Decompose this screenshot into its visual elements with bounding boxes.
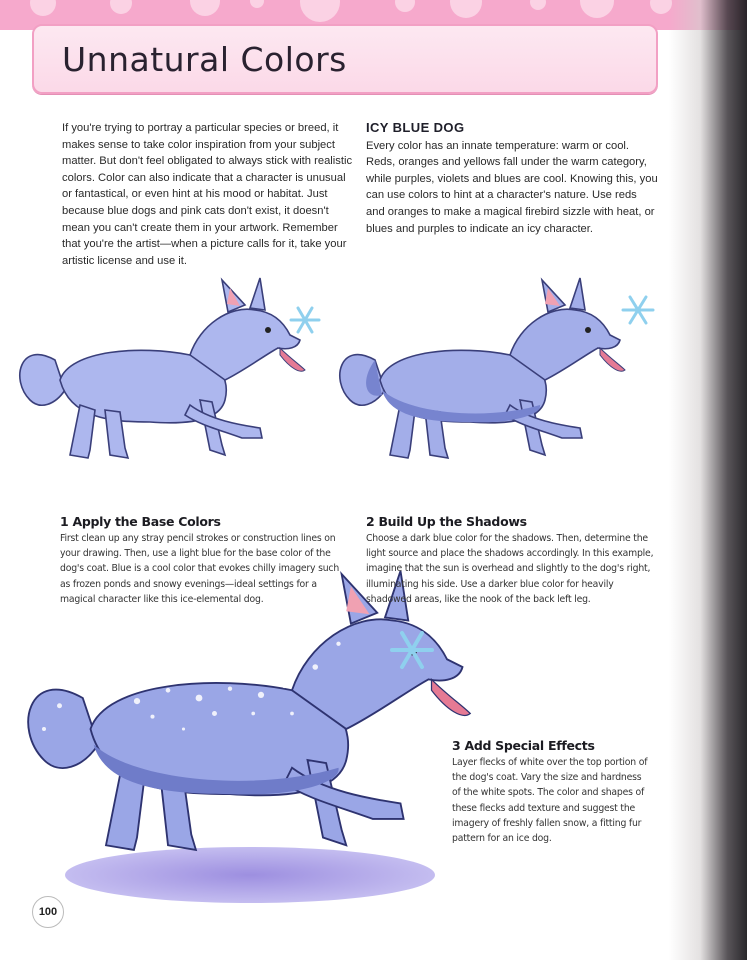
dog-base-colors-image — [20, 278, 305, 458]
page-title: Unnatural Colors — [62, 40, 347, 79]
step-text: First clean up any stray pencil strokes or construction lines on your drawing. Then, use a light blue for the base color of the dog's coat. Blue is a cool color that evokes chilly imagery such as frozen ponds and snowy evenings—ideal settings for a magical character like this ice-elemental dog. — [60, 533, 340, 605]
ground-shadow — [65, 847, 435, 903]
step-base-colors — [60, 514, 350, 607]
page-binding-shadow — [669, 0, 747, 960]
step-text: Layer flecks of white over the top portion of the dog's coat. Vary the size and hardness of the white spots. The color and shapes of these flecks add texture and suggest the imagery of freshly fallen snow, a fitting fur pattern for an ice dog. — [452, 757, 648, 845]
step-build-shadows — [366, 514, 660, 607]
step-title: 2 Build Up the Shadows — [366, 514, 527, 529]
dog-special-effects-image — [28, 571, 470, 850]
step-title: 1 Apply the Base Colors — [60, 514, 221, 529]
page-number: 100 — [32, 896, 64, 928]
snowflake-icon — [291, 308, 319, 332]
sidebar-heading: ICY BLUE DOG — [366, 120, 465, 135]
snowflake-icon — [623, 297, 653, 323]
step-title: 3 Add Special Effects — [452, 738, 595, 753]
dog-shadows-image — [340, 278, 625, 458]
sidebar-text: Every color has an innate temperature: warm or cool. Reds, oranges and yellows fall under the warm category, while purples, violets and blues are cool. Knowing this, you can use colors to hint at a character's nature. Use reds and oranges to make a magical firebird sizzle with heat, or blues and purples to indicate an icy character. — [366, 139, 658, 235]
intro-text: If you're trying to portray a particular species or breed, it makes sense to take color inspiration from your subject matter. But don't feel obligated to always stick with realistic colors. Color can also indicate that a character is unusual or fantastical, or even hint at his mood or habitat. Just because blue dogs and pink cats don't exist, it doesn't mean you can't create them in your artwork. Remember that you're the artist—when a picture calls for it, take your artistic license and use it. — [62, 122, 353, 267]
step-special-effects — [452, 738, 652, 846]
step-text: Choose a dark blue color for the shadows. Then, determine the light source and place the shadows accordingly. In this example, imagine that the sun is overhead and slightly to the dog's right, illuminating his side. Use a darker blue color for heavily shadowed areas, like the nook of the back left leg. — [366, 533, 654, 605]
